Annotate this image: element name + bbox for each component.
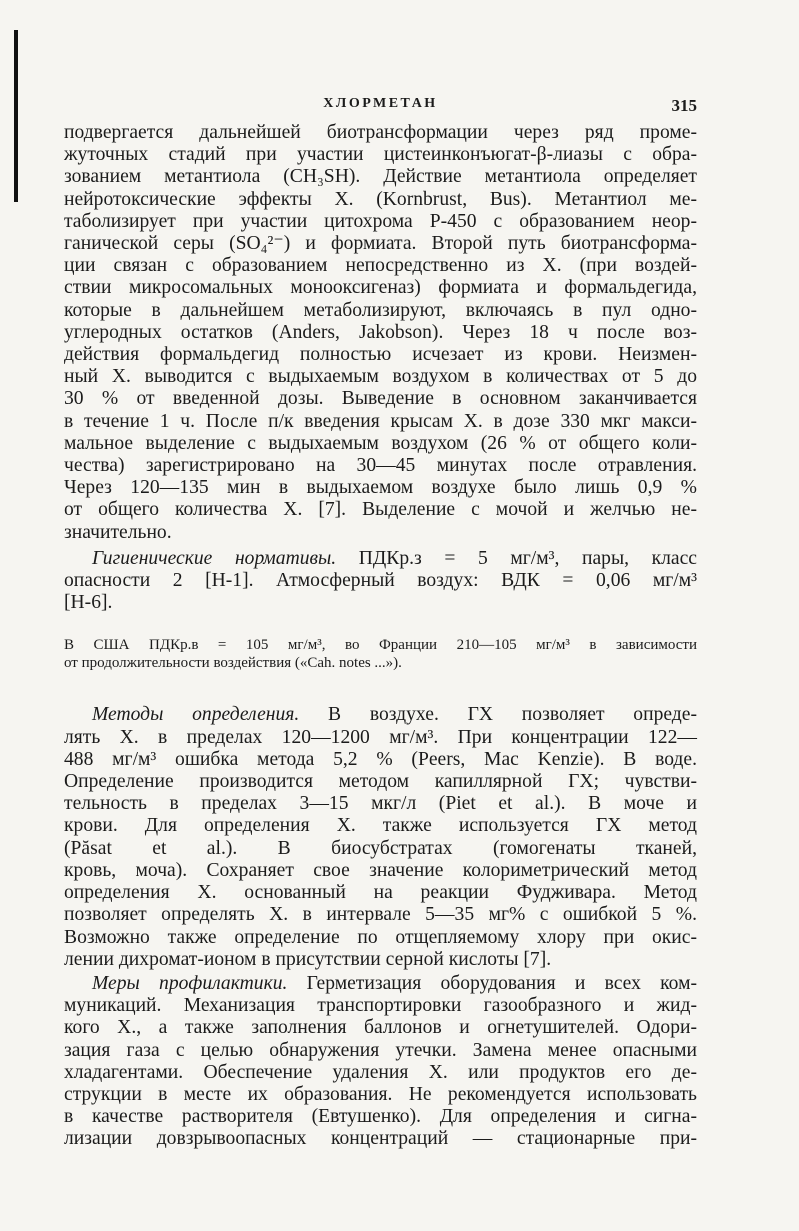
paragraph-prevention xyxy=(64,973,697,1151)
text-line: [Н-6]. xyxy=(64,592,113,614)
text-line: ганической серы (SO₄²⁻) и формиата. Второй путь биотрансформа- xyxy=(64,233,697,255)
running-head: ХЛОРМЕТАН xyxy=(323,96,438,111)
methods-label: Методы определения. xyxy=(92,704,300,726)
text-line: ции связан с образованием непосредственно из X. (при воздей- xyxy=(64,255,697,277)
text-line: зация газа с целью обнаружения утечки. Замена менее опасными xyxy=(64,1039,697,1061)
text-line: таболизирует при участии цитохрома P-450 с образованием неор- xyxy=(64,210,697,232)
text-line: от продолжительности воздействия («Cah. notes ...»). xyxy=(64,655,402,672)
text-line: кого X., а также заполнения баллонов и огнетушителей. Одори- xyxy=(64,1017,697,1039)
text-line: Определение производится методом капиллярной ГХ; чувстви- xyxy=(64,771,697,793)
hygiene-label: Гигиенические нормативы. xyxy=(92,547,337,569)
text-line: лизации довзрывоопасных концентраций — стационарные при- xyxy=(64,1128,697,1150)
text-line: муникаций. Механизация транспортировки газообразного и жид- xyxy=(64,995,697,1017)
paragraph-metabolism xyxy=(64,122,697,544)
text-line: позволяет определять X. в интервале 5—35 мг% с ошибкой 5 %. xyxy=(64,904,697,926)
text-line: хладагентами. Обеспечение удаления X. или продуктов его де- xyxy=(64,1061,697,1083)
text-line xyxy=(64,548,697,570)
text-line: значительно. xyxy=(64,521,172,543)
page-header xyxy=(64,96,697,122)
text-line: ный X. выводится с выдыхаемым воздухом в количествах от 5 до xyxy=(64,366,697,388)
text-line: 30 % от введенной дозы. Выведение в основном заканчивается xyxy=(64,388,697,410)
text-line: лении дихромат-ионом в присутствии серной кислоты [7]. xyxy=(64,948,552,970)
text-line: жуточных стадий при участии цистеинконъюгат-β-лиазы с обра- xyxy=(64,144,697,166)
text-line: в качестве растворителя (Евтушенко). Для определения и сигна- xyxy=(64,1106,697,1128)
text-line: зованием метантиола (CH₃SH). Действие метантиола определяет xyxy=(64,166,697,188)
text-line: опасности 2 [Н-1]. Атмосферный воздух: ВДК = 0,06 мг/м³ xyxy=(64,570,697,592)
text-line: в течение 1 ч. После п/к введения крысам X. в дозе 330 мкг макси- xyxy=(64,410,697,432)
text-line: крови. Для определения X. также используется ГХ метод xyxy=(64,815,697,837)
text-line: В США ПДКр.в = 105 мг/м³, во Франции 210—105 мг/м³ в зависимости xyxy=(64,637,697,654)
text-line: кровь, моча). Сохраняет свое значение колориметрический метод xyxy=(64,859,697,881)
paragraph-hygiene-norms xyxy=(64,548,697,615)
paragraph-methods xyxy=(64,704,697,970)
text-line: струкции в месте их образования. Не рекомендуется использовать xyxy=(64,1083,697,1105)
page-number: 315 xyxy=(671,96,697,115)
prevention-label: Меры профилактики. xyxy=(92,972,288,994)
prevention-text: Герметизация оборудования и всех ком- xyxy=(287,972,697,994)
text-line xyxy=(64,973,697,995)
text-line: углеродных остатков (Anders, Jakobson). Через 18 ч после воз- xyxy=(64,321,697,343)
text-line: нейротоксические эффекты X. (Kornbrust, Bus). Метантиол ме- xyxy=(64,188,697,210)
text-line: чества) зарегистрировано на 30—45 минутах после отравления. xyxy=(64,455,697,477)
text-line: Через 120—135 мин в выдыхаемом воздухе было лишь 0,9 % xyxy=(64,477,697,499)
methods-text: В воздухе. ГХ позволяет опреде- xyxy=(299,704,697,726)
text-line: ствии микросомальных монооксигеназ) формиата и формальдегида, xyxy=(64,277,697,299)
text-line: мальное выделение с выдыхаемым воздухом (26 % от общего коли- xyxy=(64,432,697,454)
text-line: от общего количества X. [7]. Выделение с мочой и желчью не- xyxy=(64,499,697,521)
text-line xyxy=(64,704,697,726)
text-line: (Păsat et al.). В биосубстратах (гомогенаты тканей, xyxy=(64,837,697,859)
text-line: тельность в пределах 3—15 мкг/л (Piet et al.). В моче и xyxy=(64,793,697,815)
text-line: 488 мг/м³ ошибка метода 5,2 % (Peers, Mac Kenzie). В воде. xyxy=(64,748,697,770)
text-line: подвергается дальнейшей биотрансформации через ряд проме- xyxy=(64,122,697,143)
hygiene-text: ПДКр.з = 5 мг/м³, пары, класс xyxy=(336,547,697,569)
page-edge-mark xyxy=(14,30,18,202)
footnote-usa-france xyxy=(64,636,697,672)
book-page xyxy=(64,96,697,1151)
text-line: лять X. в пределах 120—1200 мг/м³. При концентрации 122— xyxy=(64,726,697,748)
text-line: Возможно также определение по отщепляемому хлору при окис- xyxy=(64,926,697,948)
text-line: которые в дальнейшем метаболизируют, включаясь в пул одно- xyxy=(64,299,697,321)
text-line: действия формальдегид полностью исчезает из крови. Неизмен- xyxy=(64,344,697,366)
text-line: определения X. основанный на реакции Фудживара. Метод xyxy=(64,882,697,904)
